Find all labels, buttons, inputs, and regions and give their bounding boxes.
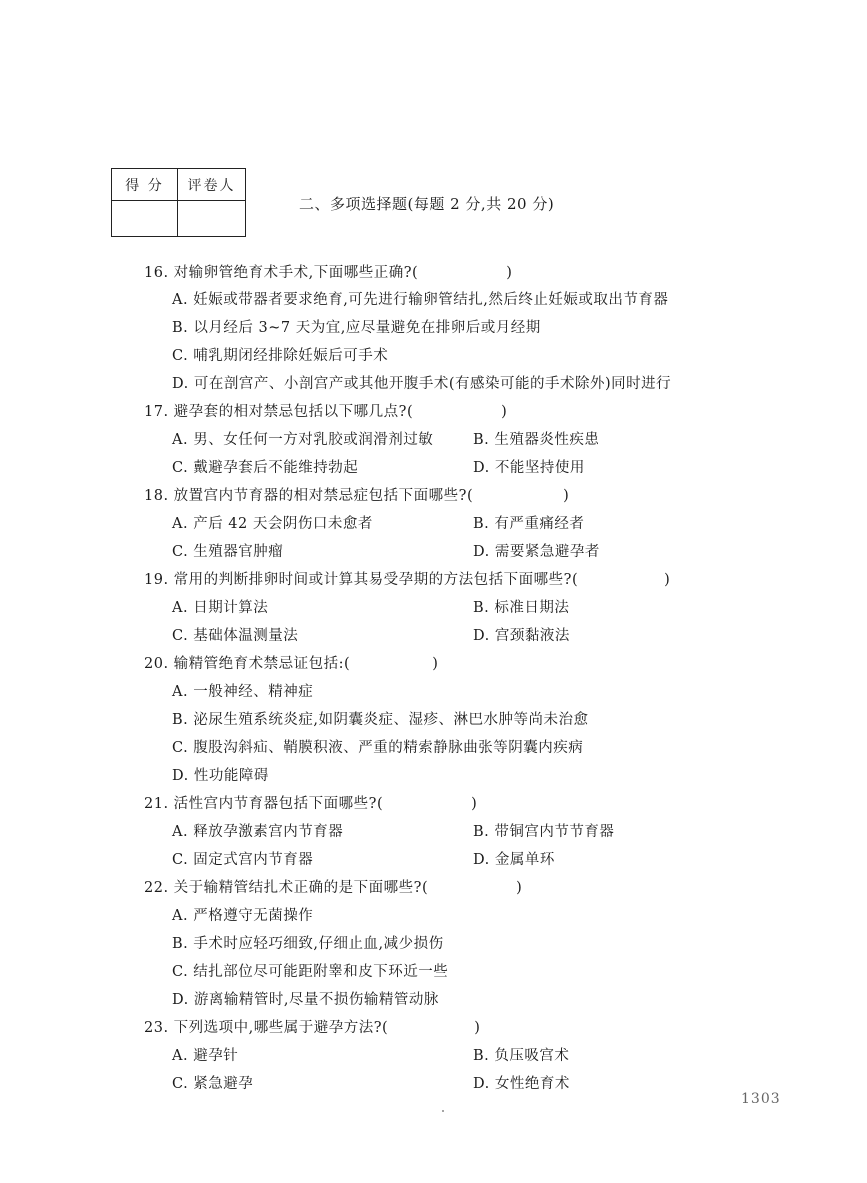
question-18: 18. 放置宫内节育器的相对禁忌症包括下面哪些?( ) (144, 488, 570, 504)
option-17-c: C. 戴避孕套后不能维持勃起 (172, 460, 359, 476)
option-22-c: C. 结扎部位尽可能距附睾和皮下环近一些 (172, 964, 449, 980)
question-20: 20. 输精管绝育术禁忌证包括:( ) (144, 656, 439, 672)
option-18-d: D. 需要紧急避孕者 (473, 544, 600, 560)
option-17-d: D. 不能坚持使用 (473, 460, 585, 476)
option-22-b: B. 手术时应轻巧细致,仔细止血,减少损伤 (172, 936, 444, 952)
section-title: 二、多项选择题(每题 2 分,共 20 分) (299, 195, 555, 213)
question-21: 21. 活性宫内节育器包括下面哪些?( ) (144, 796, 478, 812)
option-16-a: A. 妊娠或带器者要求绝育,可先进行输卵管结扎,然后终止妊娠或取出节育器 (172, 292, 669, 308)
score-value-cell (112, 201, 178, 236)
option-22-a: A. 严格遵守无菌操作 (172, 908, 314, 924)
option-17-a: A. 男、女任何一方对乳胶或润滑剂过敏 (172, 432, 434, 448)
score-table (111, 168, 246, 237)
option-20-a: A. 一般神经、精神症 (172, 684, 314, 700)
option-19-d: D. 宫颈黏液法 (473, 628, 570, 644)
score-label: 得 分 (112, 169, 178, 201)
option-20-b: B. 泌尿生殖系统炎症,如阴囊炎症、湿疹、淋巴水肿等尚未治愈 (172, 712, 589, 728)
question-22: 22. 关于输精管结扎术正确的是下面哪些?( ) (144, 880, 523, 896)
option-23-a: A. 避孕针 (172, 1048, 239, 1064)
option-19-b: B. 标准日期法 (473, 600, 570, 616)
option-18-c: C. 生殖器官肿瘤 (172, 544, 284, 560)
question-16: 16. 对输卵管绝育术手术,下面哪些正确?( ) (144, 265, 513, 281)
option-20-c: C. 腹股沟斜疝、鞘膜积液、严重的精索静脉曲张等阴囊内疾病 (172, 740, 584, 756)
question-19: 19. 常用的判断排卵时间或计算其易受孕期的方法包括下面哪些?( ) (144, 572, 671, 588)
option-18-a: A. 产后 42 天会阴伤口未愈者 (172, 516, 373, 532)
option-16-d: D. 可在剖宫产、小剖宫产或其他开腹手术(有感染可能的手术除外)同时进行 (172, 376, 672, 392)
page-number: 1303 (741, 1091, 781, 1107)
option-23-c: C. 紧急避孕 (172, 1076, 254, 1092)
option-22-d: D. 游离输精管时,尽量不损伤输精管动脉 (172, 992, 439, 1008)
option-19-c: C. 基础体温测量法 (172, 628, 299, 644)
option-20-d: D. 性功能障碍 (172, 768, 269, 784)
option-21-d: D. 金属单环 (473, 852, 555, 868)
option-19-a: A. 日期计算法 (172, 600, 269, 616)
option-16-b: B. 以月经后 3~7 天为宜,应尽量避免在排卵后或月经期 (172, 320, 541, 336)
option-16-c: C. 哺乳期闭经排除妊娠后可手术 (172, 348, 389, 364)
option-23-b: B. 负压吸宫术 (473, 1048, 570, 1064)
option-23-d: D. 女性绝育术 (473, 1076, 570, 1092)
option-21-b: B. 带铜宫内节节育器 (473, 824, 615, 840)
option-18-b: B. 有严重痛经者 (473, 516, 585, 532)
grader-label: 评卷人 (178, 169, 245, 201)
grader-value-cell (178, 201, 245, 236)
option-17-b: B. 生殖器炎性疾患 (473, 432, 600, 448)
question-23: 23. 下列选项中,哪些属于避孕方法?( ) (144, 1020, 481, 1036)
scan-speck (442, 1110, 444, 1112)
option-21-c: C. 固定式宫内节育器 (172, 852, 314, 868)
option-21-a: A. 释放孕激素宫内节育器 (172, 824, 344, 840)
question-17: 17. 避孕套的相对禁忌包括以下哪几点?( ) (144, 404, 508, 420)
